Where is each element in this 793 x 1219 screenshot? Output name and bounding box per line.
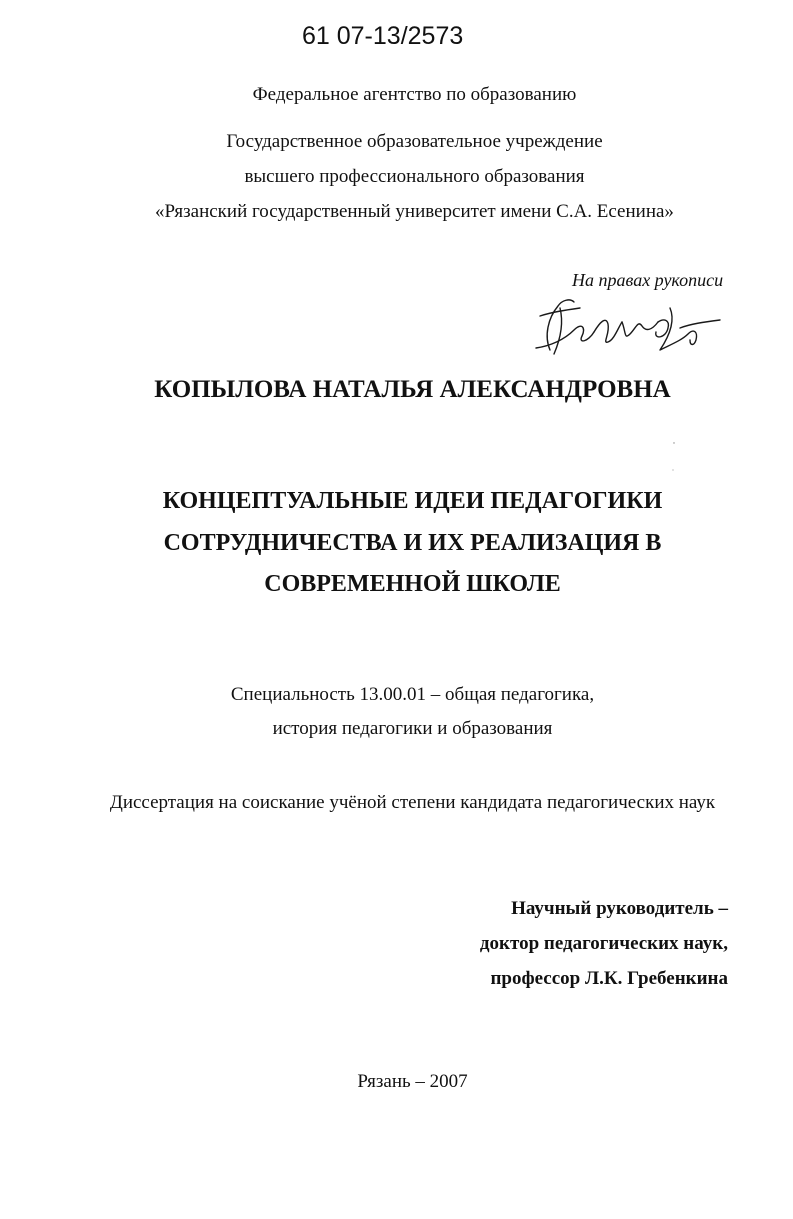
advisor-line-3: профессор Л.К. Гребенкина: [490, 968, 728, 989]
thesis-title-line-3: СОВРЕМЕННОЙ ШКОЛЕ: [264, 571, 561, 597]
specialty-line-1: Специальность 13.00.01 – общая педагогика,: [230, 684, 595, 705]
thesis-title-line-1: КОНЦЕПТУАЛЬНЫЕ ИДЕИ ПЕДАГОГИКИ: [162, 488, 663, 514]
agency-name: Федеральное агентство по образованию: [252, 84, 577, 105]
specialty-line-2: история педагогики и образования: [272, 718, 553, 739]
advisor-line-2: доктор педагогических наук,: [479, 933, 728, 954]
institution-line-2: высшего профессионального образования: [244, 166, 585, 187]
manuscript-note: На правах рукописи: [572, 270, 724, 290]
handwritten-signature: [530, 288, 730, 368]
thesis-title-line-2: СОТРУДНИЧЕСТВА И ИХ РЕАЛИЗАЦИЯ В: [163, 530, 662, 556]
place-and-year: Рязань – 2007: [357, 1071, 468, 1092]
scan-specks: [670, 440, 680, 480]
advisor-line-1: Научный руководитель –: [511, 898, 728, 919]
institution-line-1: Государственное образовательное учреждение: [226, 131, 603, 152]
dissertation-note: Диссертация на соискание учёной степени кандидата педагогических наук: [109, 792, 716, 813]
archive-stamp-number: 61 07-13/2573: [302, 22, 464, 50]
author-name: КОПЫЛОВА НАТАЛЬЯ АЛЕКСАНДРОВНА: [154, 376, 671, 403]
institution-line-3: «Рязанский государственный университет имени С.А. Есенина»: [155, 201, 674, 222]
